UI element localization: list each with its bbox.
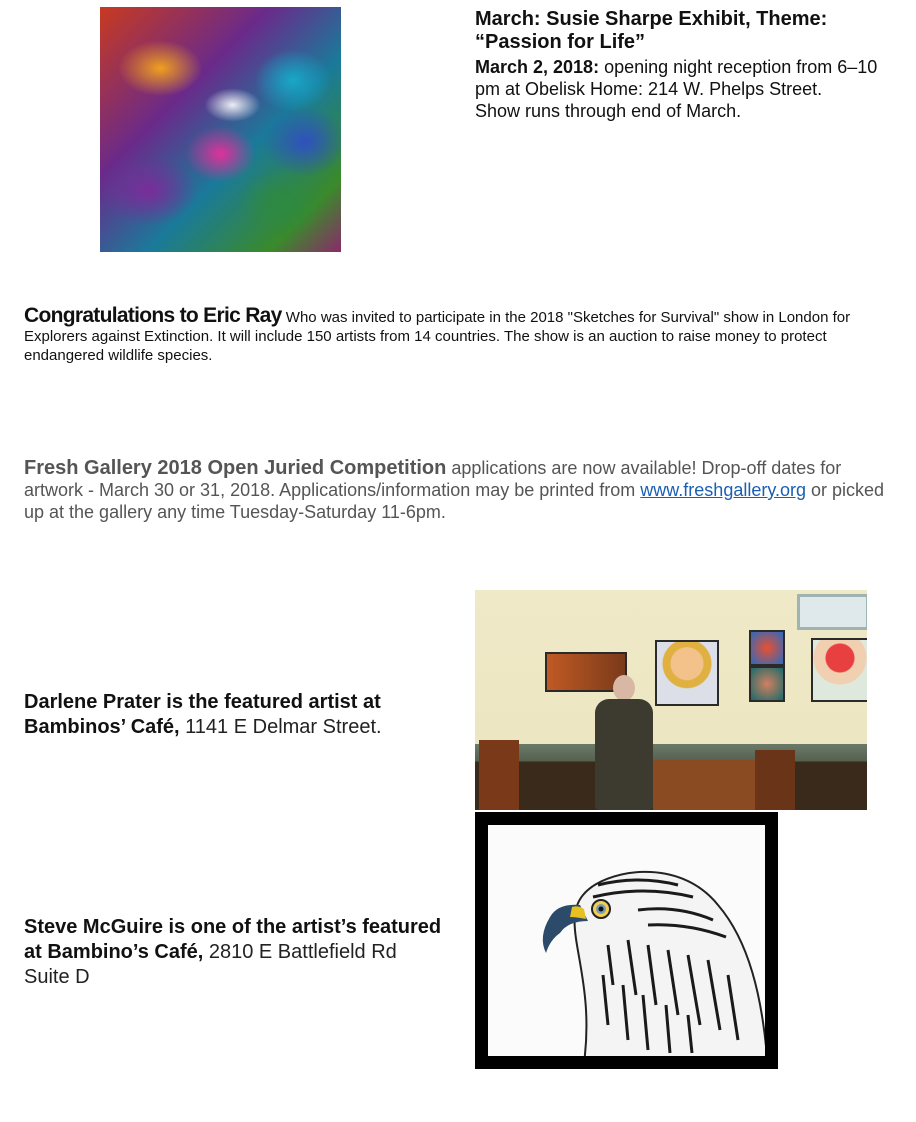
exhibit-reception: opening night reception from 6–10 pm at Obelisk Home: 214 W. Phelps Street. [475,57,878,99]
steve-feature [24,915,444,990]
cafe-chair [755,750,795,810]
fresh-gallery-paragraph [24,457,894,523]
exhibit-run: Show runs through end of March. [475,101,742,121]
cafe-chair [479,740,519,810]
exhibit-announcement [475,8,885,122]
small-painting-2 [749,666,785,702]
darlene-feature [24,690,444,740]
cafe-photo [475,590,867,810]
exhibit-date: March 2, 2018: [475,57,600,77]
darlene-heading: Darlene Prater is the featured artist at Bambinos’ Café, [24,691,381,738]
exhibit-title: March: Susie Sharpe Exhibit, Theme: “Passion for Life” [475,8,828,53]
steve-address: 2810 E Battlefield Rd Suite D [24,941,397,988]
hawk-icon [488,825,765,1056]
congrats-paragraph [24,306,884,365]
small-painting-1 [749,630,785,666]
darlene-address: 1141 E Delmar Street. [179,716,382,738]
fresh-gallery-link[interactable]: www.freshgallery.org [640,480,807,500]
girl-painting [655,640,719,706]
fresh-gallery-lead: Fresh Gallery 2018 Open Juried Competition [24,457,447,479]
hawk-drawing [488,825,765,1056]
congrats-lead: Congratulations to Eric Ray [24,304,282,327]
abstract-painting-image [100,7,341,252]
hawk-drawing-frame [475,812,778,1069]
congrats-body: Who was invited to participate in the 2018 "Sketches for Survival" show in London for Explorers against Extinction. It will include 150 artists from 14 countries. The show is an auction to raise money to protect endangered wildlife species. [24,309,851,364]
artist-person [593,675,655,810]
exhibit-details [475,56,885,100]
lady-painting [811,638,867,702]
steve-heading: Steve McGuire is one of the artist’s featured at Bambino’s Café, [24,916,442,963]
fresh-gallery-hours: or picked up at the gallery any time Tuesday-Saturday 11-6pm. [24,480,885,522]
fresh-gallery-body: applications are now available! Drop-off dates for artwork - March 30 or 31, 2018. Applications/information may be printed from [24,458,842,500]
cafe-window [797,594,867,630]
